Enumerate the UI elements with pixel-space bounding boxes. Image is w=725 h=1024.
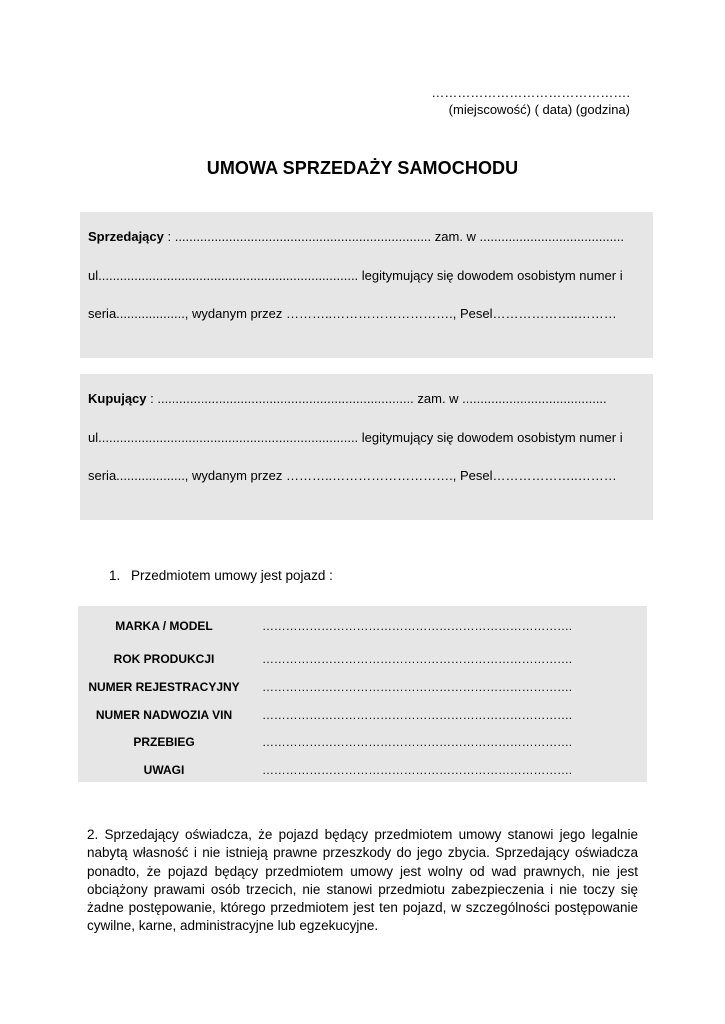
seller-name-address: : ....................................................................... zam. w ........................................ bbox=[163, 229, 625, 244]
seller-declaration-paragraph: 2. Sprzedający oświadcza, że pojazd będący przedmiotem umowy stanowi jego legalnie nabytą własność i nie istnieją prawne przeszkody do jego zbycia. Sprzedający oświadcza ponadto, że pojazd będący przedmiotem umowy jest wolny od wad prawnych, nie jest obciążony prawami osób trzecich, nie stanowi przedmiotu zabezpieczenia i nie toczy się żadne postępowanie, którego przedmiotem jest ten pojazd, w szczególności postępowanie cywilne, karne, administracyjne lub egzekucyjne. bbox=[87, 827, 638, 934]
buyer-section bbox=[80, 374, 653, 520]
item-1 bbox=[109, 568, 333, 583]
vehicle-row-notes bbox=[78, 760, 647, 780]
item-1-number: 1. bbox=[109, 568, 121, 583]
buyer-label: Kupujący bbox=[88, 391, 147, 406]
seller-line-1 bbox=[88, 229, 624, 244]
vehicle-value: ……………………………………………………………………. bbox=[262, 735, 572, 749]
vehicle-row-production-year bbox=[78, 649, 647, 669]
vehicle-value: ……………………………………………………………………. bbox=[262, 652, 572, 666]
place-date-block bbox=[431, 84, 630, 118]
vehicle-label: NUMER NADWOZIA VIN bbox=[95, 708, 233, 722]
vehicle-label: NUMER REJESTRACYJNY bbox=[88, 680, 240, 694]
vehicle-row-make-model bbox=[78, 616, 647, 636]
vehicle-row-vin bbox=[78, 705, 647, 725]
item-1-text: Przedmiotem umowy jest pojazd : bbox=[131, 568, 333, 583]
seller-label: Sprzedający bbox=[88, 229, 164, 244]
vehicle-value: ……………………………………………………………………. bbox=[262, 619, 572, 633]
buyer-line-1 bbox=[88, 391, 607, 406]
vehicle-value: ……………………………………………………………………. bbox=[262, 680, 572, 694]
vehicle-label: PRZEBIEG bbox=[133, 735, 195, 749]
vehicle-label: MARKA / MODEL bbox=[115, 619, 213, 633]
contract-title: UMOWA SPRZEDAŻY SAMOCHODU bbox=[206, 158, 519, 178]
buyer-name-address: : ....................................................................... zam. w ........................................ bbox=[146, 391, 607, 406]
vehicle-value: ……………………………………………………………………. bbox=[262, 763, 572, 777]
seller-line-3: seria..................., wydanym przez ………..………………………., Pesel………………..……… bbox=[88, 306, 617, 321]
buyer-line-2: ul........................................................................ legitymujący się dowodem osobistym numer i bbox=[88, 430, 623, 445]
vehicle-label: ROK PRODUKCJI bbox=[113, 652, 215, 666]
vehicle-row-mileage bbox=[78, 732, 647, 752]
seller-line-2: ul........................................................................ legitymujący się dowodem osobistym numer i bbox=[88, 268, 623, 283]
buyer-line-3: seria..................., wydanym przez ………..………………………., Pesel………………..……… bbox=[88, 468, 617, 483]
seller-section bbox=[80, 212, 653, 358]
place-date-dots: ………………………………………. bbox=[431, 85, 630, 100]
vehicle-table bbox=[78, 606, 647, 782]
vehicle-label: UWAGI bbox=[143, 763, 185, 777]
place-date-label: (miejscowość) ( data) (godzina) bbox=[448, 102, 630, 117]
vehicle-value: ……………………………………………………………………. bbox=[262, 708, 572, 722]
vehicle-row-registration bbox=[78, 677, 647, 697]
